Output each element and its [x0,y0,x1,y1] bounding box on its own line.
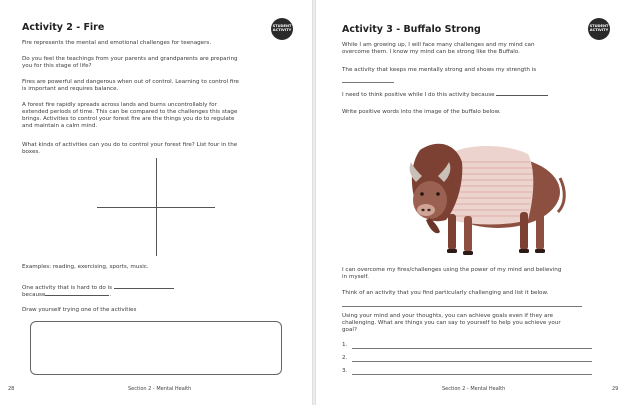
goals-line1: Using your mind and your thoughts, you can achieve goals even if they are [342,313,554,319]
hard-activity-blank[interactable] [114,288,174,289]
growing-up-line2: overcome them. I know my mind can be strong like the Buffalo. [342,49,520,55]
challenging-activity-prompt: Think of an activity that you find particularly challenging and list it below. [342,290,549,296]
left-page [0,0,312,405]
teachings-question-line2: you for this stage of life? [22,63,92,69]
forest-fire-line3: brings. Activities to control your forest fire are the things you do to regulate [22,116,235,122]
challenging-activity-blank[interactable] [342,306,582,307]
strong-activity-blank[interactable] [342,82,394,83]
positive-words-instruction: Write positive words into the image of the buffalo below. [342,109,501,115]
forest-fire-line4: and maintain a calm mind. [22,123,98,129]
fire-intro-text: Fire represents the mental and emotional challenges for teenagers. [22,40,212,46]
overcome-line2: in myself. [342,274,369,280]
fires-powerful-line1: Fires are powerful and dangerous when out of control. Learning to control fire [22,79,239,85]
list-item-number: 2. [342,355,348,361]
right-page [316,0,628,405]
activities-question-line1: What kinds of activities can you do to control your forest fire? List four in the [22,142,238,148]
student-activity-badge: STUDENT ACTIVITY [271,18,293,40]
forest-fire-line2: extended periods of time. This can be compared to the challenges this stage [22,109,238,115]
think-positive-blank[interactable] [496,95,548,96]
left-page-number: 28 [8,386,15,392]
hard-activity-line2: because . [22,292,112,298]
list-item-number: 3. [342,368,348,374]
list-item-3-blank[interactable] [352,374,592,375]
teachings-question-line1: Do you feel the teachings from your parents and grandparents are preparing [22,56,238,62]
goals-line3: goal? [342,327,357,333]
list-item-number: 1. [342,342,348,348]
overcome-line1: I can overcome my fires/challenges using the power of my mind and believing [342,267,562,273]
activity-2-title: Activity 2 - Fire [22,22,105,33]
hard-activity-line1: One activity that is hard to do is [22,285,174,292]
forest-fire-line1: A forest fire rapidly spreads across lands and burns uncontrollably for [22,102,217,108]
strong-activity-prompt: The activity that keeps me mentally strong and shows my strength is [342,67,537,73]
list-item-2-blank[interactable] [352,361,592,362]
think-positive-line: I need to think positive while I do this activity because [342,92,548,99]
because-blank[interactable] [45,295,109,296]
growing-up-line1: While I am growing up, I will face many challenges and my mind can [342,42,535,48]
drawing-box[interactable] [30,321,282,375]
goals-line2: challenging. What are things you can say to yourself to help you achieve your [342,320,561,326]
right-page-number: 29 [612,386,619,392]
boxes-divider-vertical [156,158,157,256]
activity-3-title: Activity 3 - Buffalo Strong [342,24,481,35]
list-item-1-blank[interactable] [352,348,592,349]
right-footer-section: Section 2 - Mental Health [442,386,506,392]
left-footer-section: Section 2 - Mental Health [128,386,192,392]
fires-powerful-line2: is important and requires balance. [22,86,119,92]
buffalo-illustration[interactable] [380,128,570,260]
draw-instruction: Draw yourself trying one of the activities [22,307,137,313]
activities-question-line2: boxes. [22,149,41,155]
examples-text: Examples: reading, exercising, sports, music. [22,264,149,270]
student-activity-badge: STUDENT ACTIVITY [588,18,610,40]
